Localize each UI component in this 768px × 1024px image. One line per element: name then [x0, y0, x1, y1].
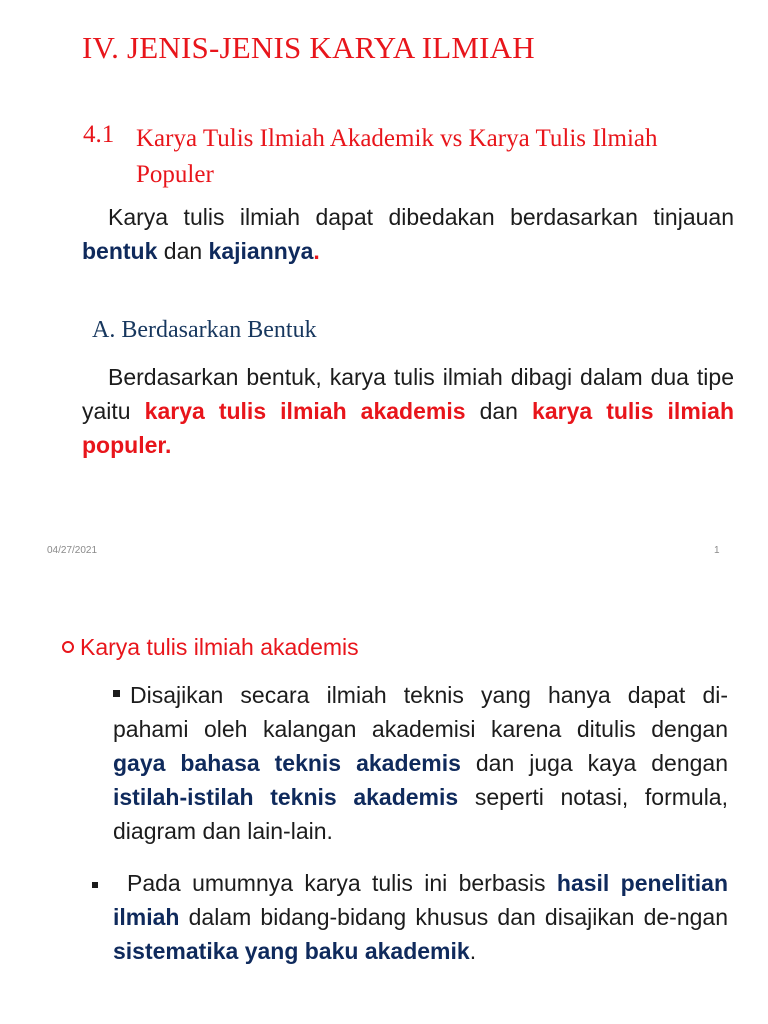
bullet-2-end: . — [469, 938, 477, 964]
footer-date: 04/27/2021 — [47, 545, 98, 556]
intro-text: Karya tulis ilmiah dapat dibedakan berdasarkan tinjauan — [108, 204, 734, 230]
square-bullet-icon — [113, 690, 120, 697]
section-a-paragraph — [82, 360, 734, 462]
section-a-red-akademis: karya tulis ilmiah akademis — [144, 398, 466, 424]
bullet-1 — [113, 678, 728, 848]
page-number: 1 — [714, 545, 720, 556]
bullet-2-text1: Pada umumnya karya tulis ini berbasis — [127, 870, 546, 896]
bullet-1-text3: seperti notasi, formula, diagram dan lain-lain. — [113, 784, 728, 844]
section-a-heading: A. Berdasarkan Bentuk — [92, 317, 317, 343]
bullet-1-bold-istilah: istilah-istilah teknis akademis — [113, 784, 459, 810]
bullet-2-bold-hasil: hasil penelitian ilmiah — [113, 870, 729, 930]
subsection-number: 4.1 — [83, 121, 115, 148]
section-a-connector: dan — [479, 398, 518, 424]
square-bullet-icon-2 — [92, 882, 98, 888]
bullet-1-bold-gaya: gaya bahasa teknis akademis — [113, 750, 461, 776]
intro-bold-bentuk: bentuk — [82, 238, 158, 264]
ring-bullet-icon — [62, 641, 74, 653]
section-a-red-populer: karya tulis ilmiah populer. — [82, 398, 735, 458]
intro-paragraph — [82, 200, 734, 268]
bullet-2 — [113, 866, 728, 968]
bullet-1-text1: Disajikan secara ilmiah teknis yang hanya dapat di-pahami oleh kalangan akademisi karena ditulis dengan — [113, 682, 728, 742]
slide2-heading-text: Karya tulis ilmiah akademis — [80, 634, 359, 660]
bullet-2-text2: dalam bidang-bidang khusus dan disajikan de-ngan — [188, 904, 728, 930]
intro-connector: dan — [163, 238, 203, 264]
slide-title: IV. JENIS-JENIS KARYA ILMIAH — [82, 30, 535, 65]
bullet-1-text2: dan juga kaya dengan — [475, 750, 728, 776]
section-a-text: Berdasarkan bentuk, karya tulis ilmiah dibagi dalam dua tipe yaitu — [82, 364, 734, 424]
intro-end: . — [313, 238, 320, 264]
subsection-title: Karya Tulis Ilmiah Akademik vs Karya Tulis Ilmiah Populer — [136, 125, 658, 188]
bullet-2-bold-sistematika: sistematika yang baku akademik — [113, 938, 470, 964]
intro-bold-kajiannya: kajiannya — [208, 238, 314, 264]
slide2-heading — [62, 634, 359, 661]
